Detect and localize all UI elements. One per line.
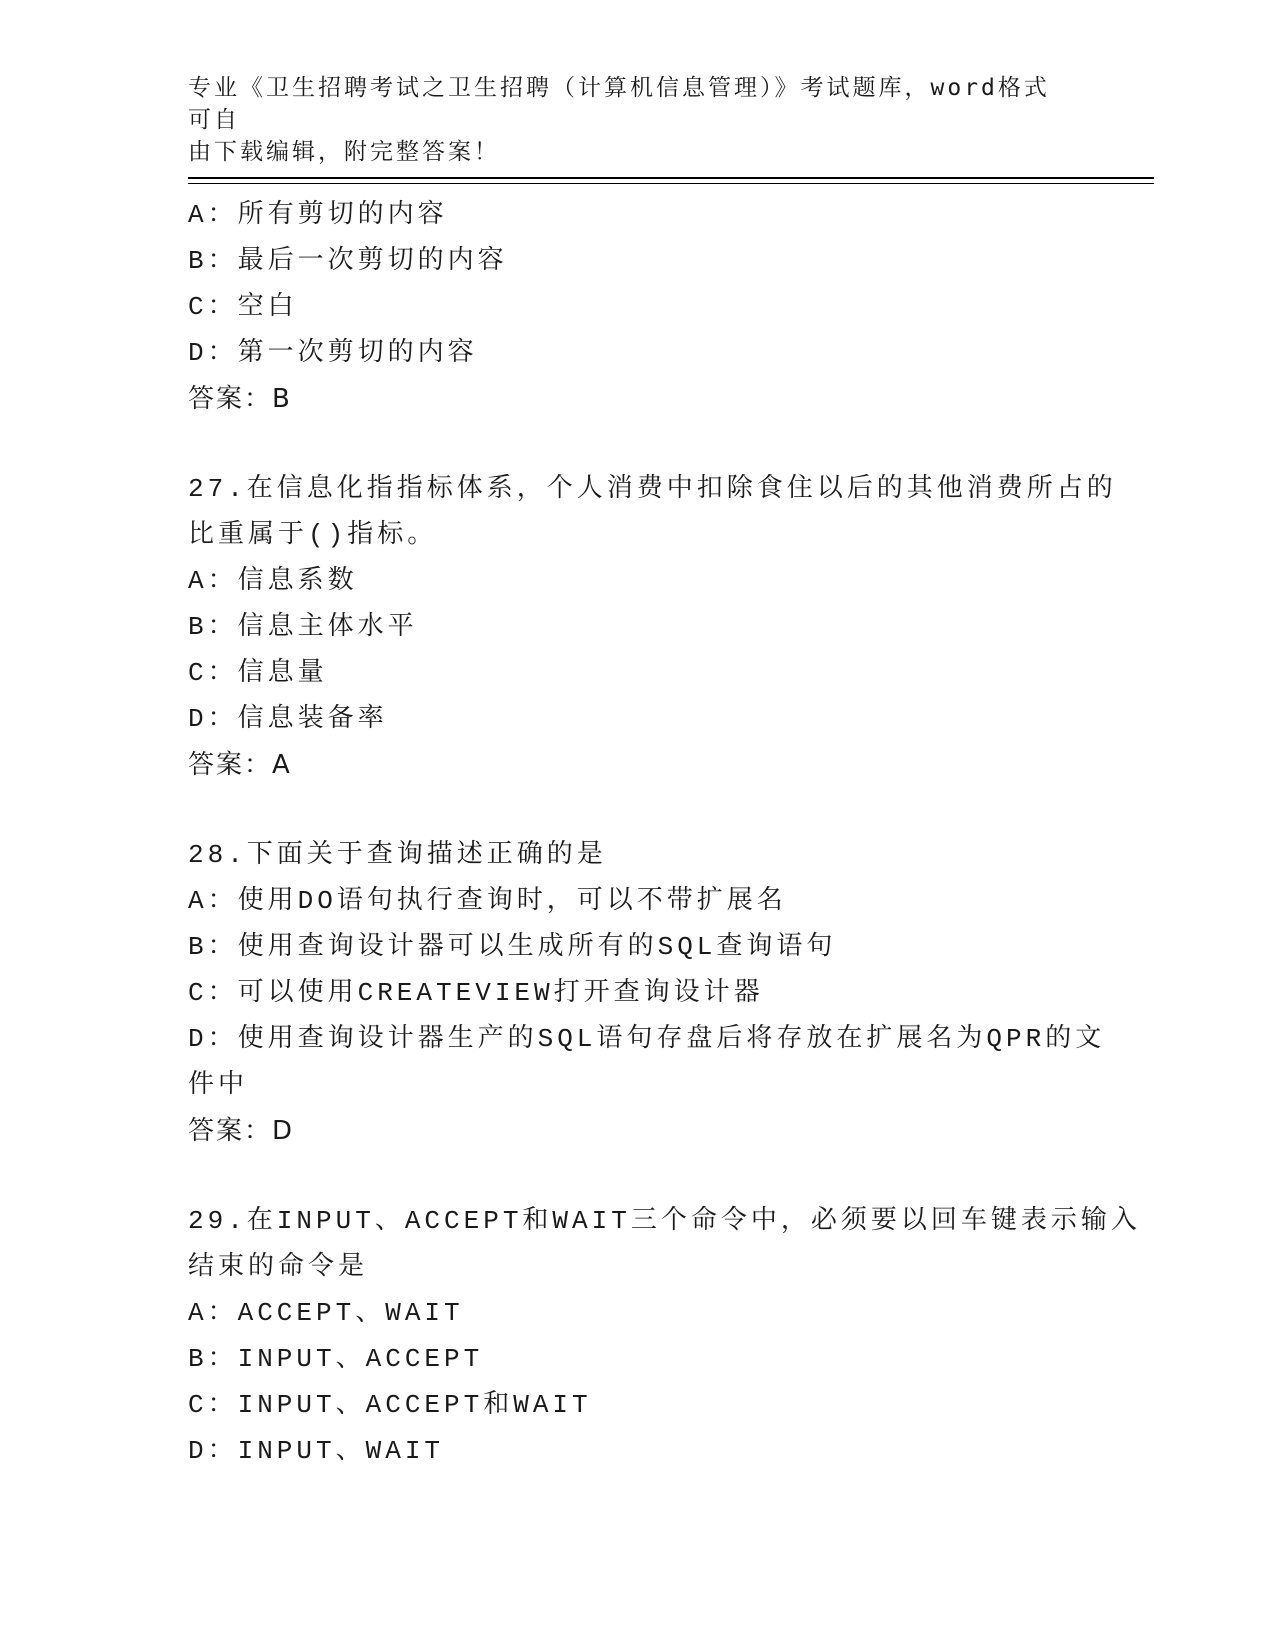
header-line-1: 专业《卫生招聘考试之卫生招聘（计算机信息管理）》考试题库，word格式可自 xyxy=(188,75,1050,133)
option-d: D：INPUT、WAIT xyxy=(188,1436,445,1466)
option-d: D：第一次剪切的内容 xyxy=(188,338,478,368)
answer-label: 答案：A xyxy=(188,750,292,780)
question-text-line-1: 29.在INPUT、ACCEPT和WAIT三个命令中，必须要以回车键表示输入 xyxy=(188,1206,1141,1236)
question-list xyxy=(188,192,1141,1474)
option-c: C：可以使用CREATEVIEW打开查询设计器 xyxy=(188,978,764,1008)
option-c: C：INPUT、ACCEPT和WAIT xyxy=(188,1390,592,1420)
option-b: B：最后一次剪切的内容 xyxy=(188,246,508,276)
question-29 xyxy=(188,1198,1141,1474)
question-26 xyxy=(188,192,1088,422)
answer-label: 答案：D xyxy=(188,1116,295,1146)
option-a: A：信息系数 xyxy=(188,566,358,596)
option-a: A：使用DO语句执行查询时，可以不带扩展名 xyxy=(188,886,787,916)
question-text-line-1: 28.下面关于查询描述正确的是 xyxy=(188,840,607,870)
option-b: B：INPUT、ACCEPT xyxy=(188,1344,484,1374)
option-b: B：使用查询设计器可以生成所有的SQL查询语句 xyxy=(188,932,837,962)
header-line-2: 由下载编辑，附完整答案！ xyxy=(188,139,500,165)
document-header xyxy=(188,72,1068,168)
option-c: C：空白 xyxy=(188,292,298,322)
question-28 xyxy=(188,832,1106,1154)
answer-label: 答案：B xyxy=(188,384,292,414)
question-text-line-2: 比重属于()指标。 xyxy=(188,520,438,550)
option-d: D：使用查询设计器生产的SQL语句存盘后将存放在扩展名为QPR的文 xyxy=(188,1024,1106,1054)
option-a: A：所有剪切的内容 xyxy=(188,200,448,230)
option-c: C：信息量 xyxy=(188,658,328,688)
question-text-line-2: 结束的命令是 xyxy=(188,1252,369,1282)
option-b: B：信息主体水平 xyxy=(188,612,418,642)
option-a: A：ACCEPT、WAIT xyxy=(188,1298,464,1328)
option-d-continued: 件中 xyxy=(188,1070,249,1100)
header-divider-thin xyxy=(188,183,1154,184)
header-divider-thick xyxy=(188,177,1154,179)
question-27 xyxy=(188,466,1117,788)
option-d: D：信息装备率 xyxy=(188,704,388,734)
question-text-line-1: 27.在信息化指指标体系，个人消费中扣除食住以后的其他消费所占的 xyxy=(188,474,1117,504)
